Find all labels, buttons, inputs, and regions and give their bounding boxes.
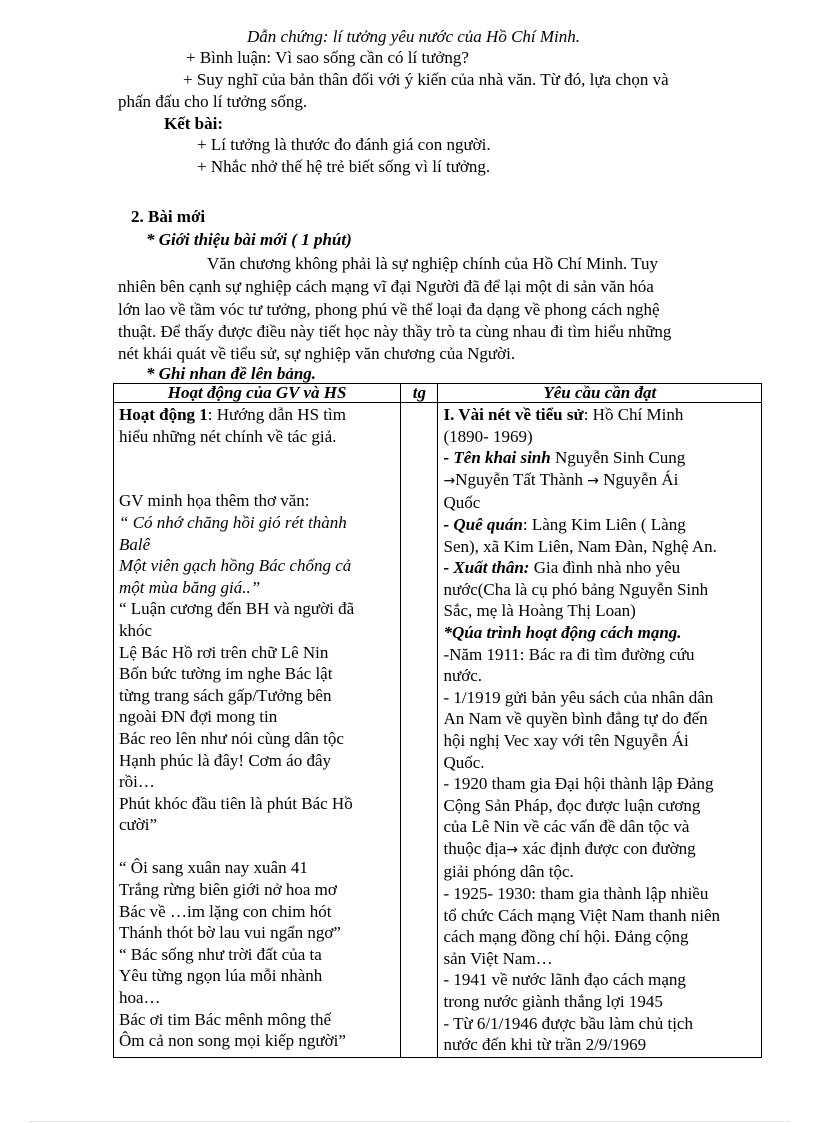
arrow-icon: → [443,472,456,489]
home-text: : Làng Kim Liên ( Làng [522,514,686,534]
header-activity: Hoạt động của GV và HS [114,384,401,403]
event-line: -Năm 1911: Bác ra đi tìm đường cứu [443,644,695,664]
home-label: - Quê quán [443,514,523,534]
origin-text-2: nước(Cha là cụ phó bảng Nguyễn Sinh [443,579,709,599]
reflection-line-2: phấn đấu cho lí tưởng sống. [118,92,308,111]
activity-text-2: hiểu những nét chính về tác giả. [119,426,337,446]
header-time: tg [401,384,438,403]
lesson-paragraph-line-5: nét khái quát về tiểu sử, sự nghiệp văn chương của Người. [118,344,516,363]
table-header-row [114,384,762,403]
name-3b: Quốc [443,493,481,513]
poem-2-line: Bác reo lên như nói cùng dân tộc [119,728,344,748]
poem-4-line: Ôm cả non song mọi kiếp người” [119,1031,346,1051]
poem-2-line: Bốn bức tường im nghe Bác lật [119,664,333,684]
process-label: *Qúa trình hoạt động cách mạng. [443,622,682,642]
poem-4-line: hoa… [119,988,161,1008]
poem-1-line: Một viên gạch hồng Bác chống cả [119,556,352,576]
page-bottom-divider [30,1121,790,1122]
evidence-line: Dẫn chứng: lí tưởng yêu nước của Hồ Chí Minh. [247,27,581,46]
poem-4-line: Bác ơi tim Bác mênh mông thế [119,1009,332,1029]
comment-line: + Bình luận: Vì sao sống cần có lí tưởng? [186,48,469,67]
lesson-heading: 2. Bài mới [131,207,206,226]
event-line: giải phóng dân tộc. [443,862,574,882]
requirements-cell [438,403,762,1058]
poem-2-line: “ Luận cương đến BH và người đã [119,599,355,619]
event-line: cách mạng đồng chí hội. Đảng cộng [443,927,689,947]
poem-2-line: khóc [119,620,153,640]
event-line: trong nước giành thắng lợi 1945 [443,992,663,1012]
poem-2-line: cười” [119,815,158,835]
event-line: - 1/1919 gửi bản yêu sách của nhân dân [443,687,714,707]
conclusion-title: Kết bài: [164,114,224,133]
activity-cell [114,403,401,1058]
header-requirements: Yêu cầu cần đạt [438,384,762,403]
home-text-2: Sen), xã Kim Liên, Nam Đàn, Nghệ An. [443,536,717,556]
event-line: - Từ 6/1/1946 được bầu làm chủ tịch [443,1013,693,1033]
lesson-paragraph-line-3: lớn lao về tầm vóc tư tưởng, phong phú về thể loại đa dạng về phong cách nghệ [118,300,660,319]
origin-label: - Xuất thân: [443,558,530,578]
poem-1-line: một mùa băng giá..” [119,577,261,597]
event-line: - 1925- 1930: tham gia thành lập nhiều [443,884,709,904]
event-line: tổ chức Cách mạng Việt Nam thanh niên [443,905,720,925]
lesson-intro-heading: * Giới thiệu bài mới ( 1 phút) [146,230,352,249]
birth-label: - Tên khai sinh [443,448,551,468]
event-line: Quốc. [443,752,485,772]
origin-text: Gia đình nhà nho yêu [529,558,681,578]
poem-3-line: Trắng rừng biên giới nở hoa mơ [119,880,337,900]
activity-text: : Hướng dẫn HS tìm [207,405,346,424]
poem-3-line: “ Ôi sang xuân nay xuân 41 [119,858,308,878]
poem-2-line: Lệ Bác Hồ rơi trên chữ Lê Nin [119,642,329,662]
event-line: nước đến khi từ trần 2/9/1969 [443,1035,647,1055]
event-line: xác định được con đường [518,838,696,858]
time-cell [401,403,438,1058]
table-row [114,403,762,1058]
conclusion-line-1: + Lí tưởng là thước đo đánh giá con người. [197,135,491,154]
event-line: An Nam về quyền bình đẳng tự do đến [443,709,708,729]
poem-2-line: Hạnh phúc là đây! Cơm áo đây [119,750,331,770]
poem-1-line: Balê [119,534,151,554]
poem-2-line: Phút khóc đầu tiên là phút Bác Hồ [119,793,353,813]
reflection-line-1: + Suy nghĩ của bản thân đối với ý kiến của nhà văn. Từ đó, lựa chọn và [183,70,669,89]
poem-1-line: “ Có nhớ chăng hồi gió rét thành [119,512,347,532]
event-line: thuộc địa [443,838,507,858]
lesson-note: * Ghi nhan đề lên bảng. [146,364,317,383]
event-line: nước. [443,666,482,686]
birth-name: Nguyễn Sinh Cung [550,448,686,468]
name-3: Nguyễn Ái [599,469,679,489]
name-2: Nguyễn Tất Thành [455,469,588,489]
origin-text-3: Sắc, mẹ là Hoàng Thị Loan) [443,601,636,621]
activity-label: Hoạt động 1 [119,405,208,424]
poem-2-line: rồi… [119,772,155,792]
poem-3-line: Thánh thót bờ lau vui ngẩn ngơ” [119,923,341,943]
poem-4-line: “ Bác sống như trời đất của ta [119,944,322,964]
years: (1890- 1969) [443,426,533,446]
poem-2-line: từng trang sách gấp/Tưởng bên [119,685,332,705]
event-line: của Lê Nin về các vấn đề dân tộc và [443,817,690,837]
conclusion-line-2: + Nhắc nhở thế hệ trẻ biết sống vì lí tưởng. [197,157,491,176]
event-line: sản Việt Nam… [443,948,553,968]
lesson-paragraph-line-2: nhiên bên cạnh sự nghiệp cách mạng vĩ đại Người đã để lại một di sản văn hóa [118,277,654,296]
event-line: Cộng Sản Pháp, đọc được luận cương [443,795,701,815]
gv-intro: GV minh họa thêm thơ văn: [119,491,310,511]
poem-3-line: Bác về …im lặng con chim hót [119,901,332,921]
poem-2-line: ngoài ĐN đợi mong tin [119,707,278,727]
event-line: hội nghị Vec xay với tên Nguyễn Ái [443,730,689,750]
event-line: - 1920 tham gia Đại hội thành lập Đảng [443,774,714,794]
lesson-paragraph-line-1: Văn chương không phải là sự nghiệp chính của Hồ Chí Minh. Tuy [207,254,658,273]
lesson-paragraph-line-4: thuật. Để thấy được điều này tiết học này thầy trò ta cùng nhau đi tìm hiểu những [118,322,672,341]
lesson-plan-table [113,383,762,1058]
section-title-rest: : Hồ Chí Minh [583,405,684,424]
poem-4-line: Yêu từng ngọn lúa mỗi nhành [119,966,323,986]
arrow-icon: → [506,841,519,858]
section-title: I. Vài nét về tiểu sử [443,405,584,424]
arrow-icon: → [587,472,599,489]
event-line: - 1941 về nước lãnh đạo cách mạng [443,970,686,990]
